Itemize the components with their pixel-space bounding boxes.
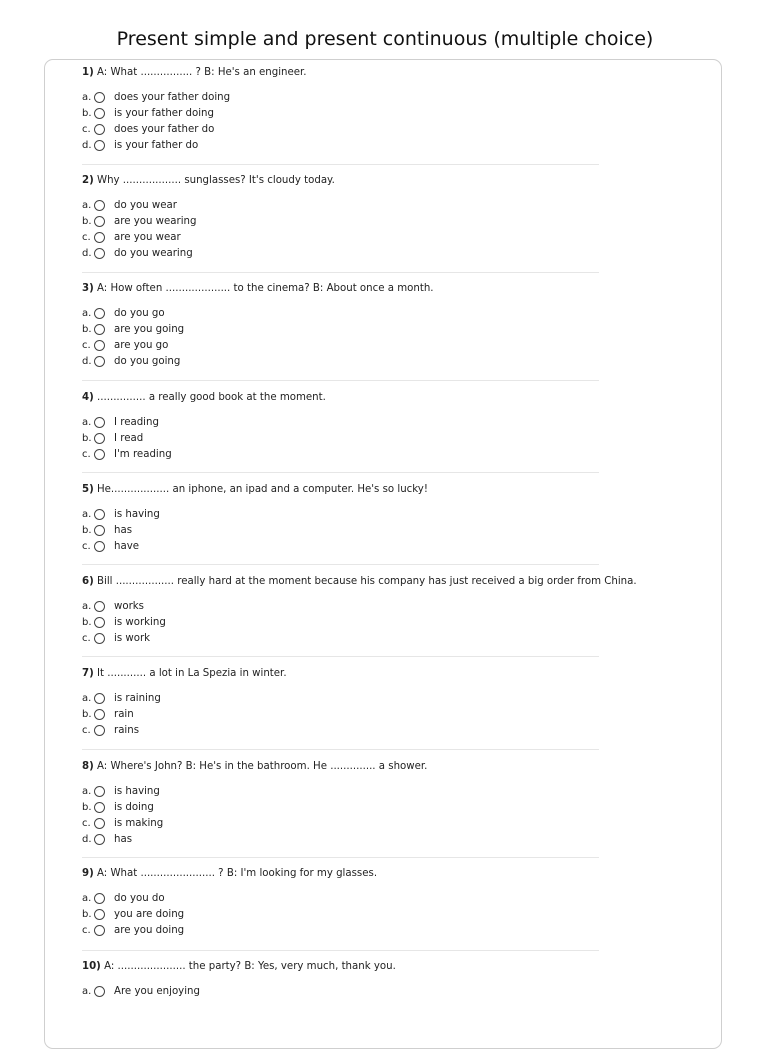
answer-options — [82, 690, 599, 739]
radio-button[interactable] — [94, 601, 105, 612]
radio-button[interactable] — [94, 893, 105, 904]
answer-option[interactable] — [82, 832, 599, 848]
option-letter: a. — [82, 307, 92, 319]
question-text — [82, 760, 599, 774]
option-label: is having — [114, 785, 160, 797]
radio-button[interactable] — [94, 909, 105, 920]
answer-option[interactable] — [82, 197, 599, 213]
answer-option[interactable] — [82, 506, 599, 522]
answer-option[interactable] — [82, 337, 599, 353]
question-prompt: He.................. an iphone, an ipad and a computer. He's so lucky! — [97, 484, 428, 495]
question-number: 5) — [82, 484, 94, 495]
radio-button[interactable] — [94, 786, 105, 797]
question-number: 9) — [82, 868, 94, 879]
answer-options — [82, 89, 599, 154]
option-label: is having — [114, 508, 160, 520]
radio-button[interactable] — [94, 617, 105, 628]
option-label: is doing — [114, 801, 154, 813]
answer-options — [82, 197, 599, 262]
radio-button[interactable] — [94, 802, 105, 813]
question-text — [82, 867, 599, 881]
question-number: 10) — [82, 961, 101, 972]
option-letter: a. — [82, 892, 92, 904]
answer-option[interactable] — [82, 983, 599, 999]
answer-options — [82, 305, 599, 370]
option-letter: b. — [82, 524, 92, 536]
option-label: do you wear — [114, 199, 177, 211]
radio-button[interactable] — [94, 818, 105, 829]
answer-option[interactable] — [82, 598, 599, 614]
option-label: I reading — [114, 416, 159, 428]
answer-option[interactable] — [82, 706, 599, 722]
question-10 — [82, 960, 599, 999]
answer-option[interactable] — [82, 722, 599, 738]
option-label: are you wearing — [114, 215, 197, 227]
radio-button[interactable] — [94, 693, 105, 704]
option-letter: c. — [82, 540, 91, 552]
radio-button[interactable] — [94, 200, 105, 211]
page-title: Present simple and present continuous (multiple choice) — [116, 28, 654, 50]
option-label: does your father do — [114, 123, 215, 135]
answer-option[interactable] — [82, 321, 599, 337]
answer-option[interactable] — [82, 922, 599, 938]
answer-option[interactable] — [82, 121, 599, 137]
radio-button[interactable] — [94, 216, 105, 227]
question-number: 8) — [82, 761, 94, 772]
option-letter: c. — [82, 339, 91, 351]
question-text — [82, 282, 599, 296]
question-prompt: ............... a really good book at the moment. — [97, 392, 326, 403]
answer-option[interactable] — [82, 305, 599, 321]
option-letter: c. — [82, 448, 91, 460]
option-letter: a. — [82, 199, 92, 211]
question-2 — [82, 174, 599, 262]
answer-option[interactable] — [82, 815, 599, 831]
option-label: Are you enjoying — [114, 985, 200, 997]
radio-button[interactable] — [94, 417, 105, 428]
answer-option[interactable] — [82, 446, 599, 462]
option-letter: d. — [82, 834, 92, 846]
radio-button[interactable] — [94, 248, 105, 259]
question-text — [82, 66, 599, 80]
answer-options — [82, 506, 599, 555]
answer-option[interactable] — [82, 89, 599, 105]
option-label: have — [114, 540, 139, 552]
option-label: rains — [114, 724, 140, 736]
answer-option[interactable] — [82, 430, 599, 446]
answer-option[interactable] — [82, 690, 599, 706]
option-letter: c. — [82, 632, 91, 644]
answer-options — [82, 414, 599, 463]
question-prompt: It ............ a lot in La Spezia in winter. — [97, 668, 287, 679]
answer-option[interactable] — [82, 105, 599, 121]
answer-options — [82, 598, 599, 647]
question-number: 1) — [82, 67, 94, 78]
question-divider — [82, 950, 599, 951]
question-prompt: Why .................. sunglasses? It's cloudy today. — [97, 175, 335, 186]
radio-button[interactable] — [94, 140, 105, 151]
radio-button[interactable] — [94, 433, 105, 444]
question-divider — [82, 564, 599, 565]
question-text — [82, 575, 637, 589]
radio-button[interactable] — [94, 308, 105, 319]
radio-button[interactable] — [94, 541, 105, 552]
option-label: I read — [114, 432, 144, 444]
radio-button[interactable] — [94, 449, 105, 460]
question-divider — [82, 380, 599, 381]
option-letter: c. — [82, 231, 91, 243]
option-label: do you go — [114, 307, 165, 319]
option-label: are you doing — [114, 924, 185, 936]
question-1 — [82, 66, 599, 154]
option-letter: a. — [82, 508, 92, 520]
question-prompt: Bill .................. really hard at the moment because his company has just received a big order from China. — [97, 576, 637, 587]
radio-button[interactable] — [94, 340, 105, 351]
option-letter: b. — [82, 616, 92, 628]
question-divider — [82, 749, 599, 750]
answer-option[interactable] — [82, 906, 599, 922]
option-label: do you wearing — [114, 248, 193, 260]
option-label: is your father doing — [114, 107, 214, 119]
option-letter: c. — [82, 924, 91, 936]
question-4 — [82, 391, 599, 463]
answer-option[interactable] — [82, 799, 599, 815]
radio-button[interactable] — [94, 725, 105, 736]
answer-option[interactable] — [82, 783, 599, 799]
option-letter: a. — [82, 985, 92, 997]
option-label: is raining — [114, 692, 161, 704]
question-3 — [82, 282, 599, 370]
answer-option[interactable] — [82, 614, 599, 630]
question-text — [82, 391, 599, 405]
answer-option[interactable] — [82, 538, 599, 554]
answer-option[interactable] — [82, 522, 599, 538]
option-letter: b. — [82, 708, 92, 720]
radio-button[interactable] — [94, 986, 105, 997]
option-label: is work — [114, 632, 151, 644]
option-label: do you do — [114, 892, 165, 904]
radio-button[interactable] — [94, 633, 105, 644]
question-divider — [82, 164, 599, 165]
radio-button[interactable] — [94, 509, 105, 520]
option-label: is your father do — [114, 140, 199, 152]
option-label: has — [114, 834, 133, 846]
question-7 — [82, 667, 599, 739]
option-letter: b. — [82, 801, 92, 813]
radio-button[interactable] — [94, 709, 105, 720]
option-letter: a. — [82, 91, 92, 103]
option-label: do you going — [114, 356, 181, 368]
option-letter: a. — [82, 692, 92, 704]
question-prompt: A: What ................ ? B: He's an engineer. — [97, 67, 307, 78]
question-divider — [82, 857, 599, 858]
answer-option[interactable] — [82, 213, 599, 229]
question-prompt: A: How often .................... to the cinema? B: About once a month. — [97, 283, 434, 294]
question-number: 4) — [82, 392, 94, 403]
option-label: has — [114, 524, 133, 536]
question-divider — [82, 272, 599, 273]
question-8 — [82, 760, 599, 848]
answer-option[interactable] — [82, 229, 599, 245]
question-divider — [82, 656, 599, 657]
radio-button[interactable] — [94, 232, 105, 243]
question-6 — [82, 575, 637, 647]
option-letter: b. — [82, 908, 92, 920]
option-label: is making — [114, 817, 164, 829]
option-label: does your father doing — [114, 91, 231, 103]
option-letter: b. — [82, 107, 92, 119]
option-label: you are doing — [114, 908, 185, 920]
answer-option[interactable] — [82, 138, 599, 154]
question-text — [82, 960, 599, 974]
answer-option[interactable] — [82, 890, 599, 906]
radio-button[interactable] — [94, 925, 105, 936]
option-label: I'm reading — [114, 448, 172, 460]
option-label: are you go — [114, 339, 169, 351]
option-label: is working — [114, 616, 166, 628]
radio-button[interactable] — [94, 525, 105, 536]
option-letter: d. — [82, 140, 92, 152]
radio-button[interactable] — [94, 92, 105, 103]
option-label: works — [114, 600, 144, 612]
option-letter: b. — [82, 323, 92, 335]
radio-button[interactable] — [94, 324, 105, 335]
option-letter: b. — [82, 215, 92, 227]
option-letter: a. — [82, 785, 92, 797]
answer-option[interactable] — [82, 630, 599, 646]
option-letter: d. — [82, 356, 92, 368]
question-number: 6) — [82, 576, 94, 587]
question-text — [82, 667, 599, 681]
question-number: 2) — [82, 175, 94, 186]
question-text — [82, 483, 599, 497]
option-label: are you wear — [114, 231, 181, 243]
radio-button[interactable] — [94, 124, 105, 135]
radio-button[interactable] — [94, 834, 105, 845]
option-letter: c. — [82, 817, 91, 829]
answer-option[interactable] — [82, 354, 599, 370]
answer-option[interactable] — [82, 246, 599, 262]
question-prompt: A: Where's John? B: He's in the bathroom. He .............. a shower. — [97, 761, 428, 772]
answer-options — [82, 783, 599, 848]
question-prompt: A: ..................... the party? B: Yes, very much, thank you. — [104, 961, 396, 972]
question-divider — [82, 472, 599, 473]
answer-option[interactable] — [82, 414, 599, 430]
option-letter: b. — [82, 432, 92, 444]
answer-options — [82, 983, 599, 999]
question-number: 7) — [82, 668, 94, 679]
option-letter: a. — [82, 600, 92, 612]
option-letter: c. — [82, 724, 91, 736]
option-letter: a. — [82, 416, 92, 428]
question-text — [82, 174, 599, 188]
option-letter: d. — [82, 248, 92, 260]
question-9 — [82, 867, 599, 939]
question-5 — [82, 483, 599, 555]
question-prompt: A: What ....................... ? B: I'm looking for my glasses. — [97, 868, 378, 879]
option-label: are you going — [114, 323, 185, 335]
question-number: 3) — [82, 283, 94, 294]
option-letter: c. — [82, 123, 91, 135]
option-label: rain — [114, 708, 134, 720]
answer-options — [82, 890, 599, 939]
radio-button[interactable] — [94, 356, 105, 367]
radio-button[interactable] — [94, 108, 105, 119]
